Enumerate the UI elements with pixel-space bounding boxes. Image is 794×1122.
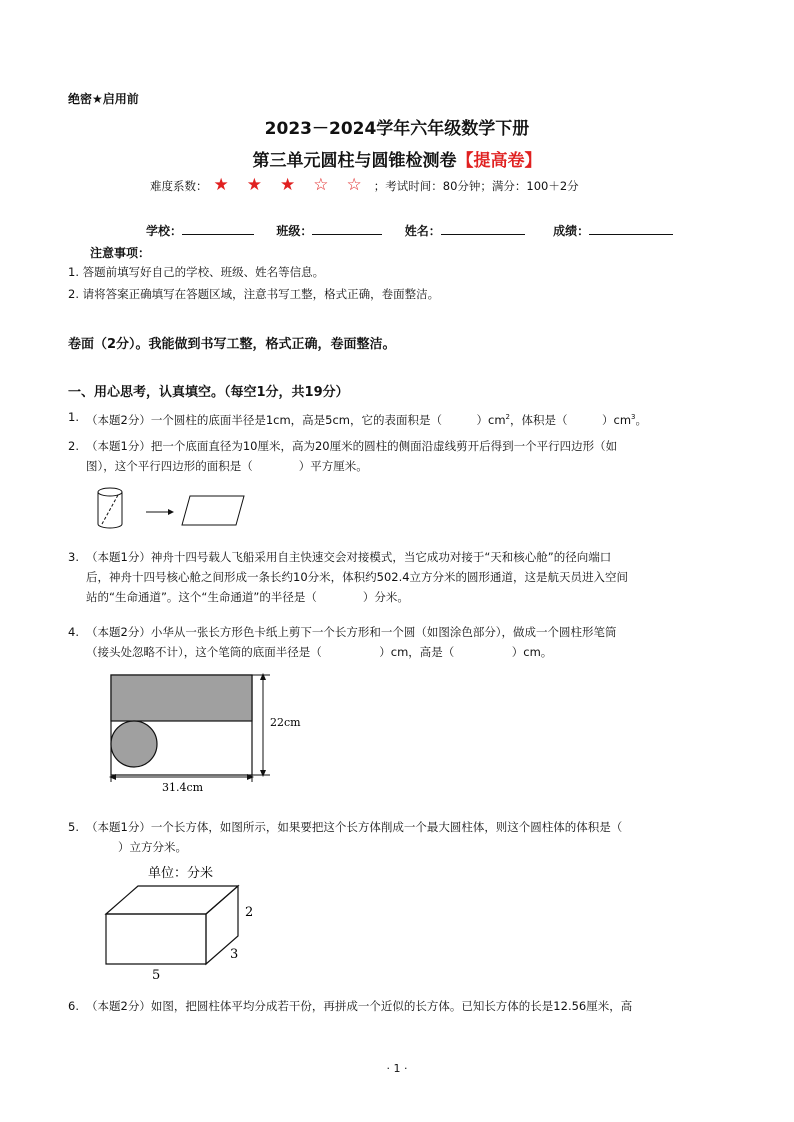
page-title: 2023－2024学年六年级数学下册 <box>264 119 530 139</box>
question-number: 5. <box>68 820 79 834</box>
superscript: 2 <box>505 413 510 421</box>
q4-line: （本题2分）小华从一张长方形色卡纸上剪下一个长方形和一个圆（如图涂色部分），做成一个圆柱形笔筒 <box>86 625 617 639</box>
question-number: 6. <box>68 999 79 1013</box>
confidential-mark: 绝密★启用前 <box>68 92 139 106</box>
question-number: 4. <box>68 625 79 639</box>
question-number: 1. <box>68 410 79 424</box>
q1-text-b: ，体积是（ ）cm <box>510 412 632 427</box>
arrow-down-icon <box>260 770 266 777</box>
q2-line: （本题1分）把一个底面直径为10厘米，高为20厘米的圆柱的侧面沿虚线剪开后得到一个平行四边形（如 <box>86 439 618 453</box>
name-input-line[interactable] <box>441 222 525 235</box>
parallelogram <box>182 496 244 525</box>
notes-heading: 注意事项： <box>90 246 151 260</box>
q5-line: （本题1分）一个长方体，如图所示，如果要把这个长方体削成一个最大圆柱体，则这个圆柱体的体积是（ <box>86 820 623 834</box>
q6-line: （本题2分）如图，把圆柱体平均分成若干份，再拼成一个近似的长方体。已知长方体的长是12.56厘米，高 <box>86 999 633 1013</box>
superscript: 3 <box>631 413 636 421</box>
unit-label: 单位：分米 <box>148 866 214 881</box>
score-input-line[interactable] <box>589 222 673 235</box>
question-number: 2. <box>68 439 79 453</box>
q1-text-a: （本题2分）一个圆柱的底面半径是1cm，高是5cm，它的表面积是（ ）cm <box>86 412 506 427</box>
section-heading: 一、用心思考，认真填空。（每空1分，共19分） <box>68 385 349 400</box>
note-item: 1. 答题前填写好自己的学校、班级、姓名等信息。 <box>68 265 325 279</box>
q5-line: ）立方分米。 <box>118 840 187 854</box>
note-item: 2. 请将答案正确填写在答题区域，注意书写工整，格式正确，卷面整洁。 <box>68 287 440 301</box>
q3-line: 站的“生命通道”。这个“生命通道”的半径是（ ）分米。 <box>86 590 409 604</box>
star-filled-icon: ★ <box>213 175 229 195</box>
q3-line: （本题1分）神舟十四号载人飞船采用自主快速交会对接模式，当它成功对接于“天和核心舱”的径向端口 <box>86 550 612 564</box>
question-2 <box>68 436 728 476</box>
cylinder-bottom <box>98 524 122 528</box>
page-subtitle <box>0 146 794 171</box>
height-dimension: 2 <box>245 905 254 920</box>
q4-line: （接头处忽略不计），这个笔筒的底面半径是（ ）cm，高是（ ）cm。 <box>86 645 553 659</box>
q1-text-end: 。 <box>635 412 647 427</box>
cut-line <box>102 495 118 524</box>
question-5 <box>68 817 728 857</box>
subtitle-main: 第三单元圆柱与圆锥检测卷 <box>252 151 457 171</box>
subtitle-tag: 【提高卷】 <box>456 151 542 171</box>
cuboid-figure <box>100 860 270 985</box>
cylinder-top <box>98 488 122 496</box>
question-number: 3. <box>68 550 79 564</box>
school-label: 学校： <box>146 224 183 238</box>
name-label: 姓名： <box>404 224 441 238</box>
star-outline-icon: ☆ <box>346 175 362 195</box>
star-outline-icon: ☆ <box>313 175 329 195</box>
class-label: 班级： <box>276 224 313 238</box>
page-number: · 1 · <box>386 1062 408 1075</box>
school-input-line[interactable] <box>182 222 254 235</box>
width-label: 31.4cm <box>162 781 204 794</box>
score-label: 成绩： <box>553 224 590 238</box>
arrow-head-icon <box>168 509 174 515</box>
cylinder-to-parallelogram-figure <box>90 484 260 534</box>
shaded-rectangle <box>111 675 252 721</box>
depth-dimension: 3 <box>230 947 239 962</box>
cuboid-top-face <box>106 886 238 914</box>
exam-info: ；考试时间：80分钟；满分：100＋2分 <box>373 178 579 193</box>
class-input-line[interactable] <box>312 222 382 235</box>
question-3 <box>68 547 728 607</box>
arrow-up-icon <box>260 673 266 680</box>
student-info-fields <box>146 222 673 239</box>
height-label: 22cm <box>270 716 301 729</box>
exam-meta <box>150 177 579 194</box>
neatness-statement: 卷面（2分）。我能做到书写工整，格式正确，卷面整洁。 <box>68 337 396 352</box>
paper-cutting-figure <box>100 668 320 798</box>
difficulty-label: 难度系数： <box>150 178 208 193</box>
q2-line: 图），这个平行四边形的面积是（ ）平方厘米。 <box>86 459 368 473</box>
length-dimension: 5 <box>152 968 161 983</box>
question-4 <box>68 622 728 662</box>
question-6 <box>68 996 728 1016</box>
star-filled-icon: ★ <box>246 175 262 195</box>
question-1 <box>68 407 728 430</box>
shaded-circle <box>111 721 157 767</box>
q3-line: 后，神舟十四号核心舱之间形成一条长约10分米，体积约502.4立方分米的圆形通道，这是航天员进入空间 <box>86 570 629 584</box>
cuboid-front-face <box>106 914 206 964</box>
star-filled-icon: ★ <box>280 175 296 195</box>
